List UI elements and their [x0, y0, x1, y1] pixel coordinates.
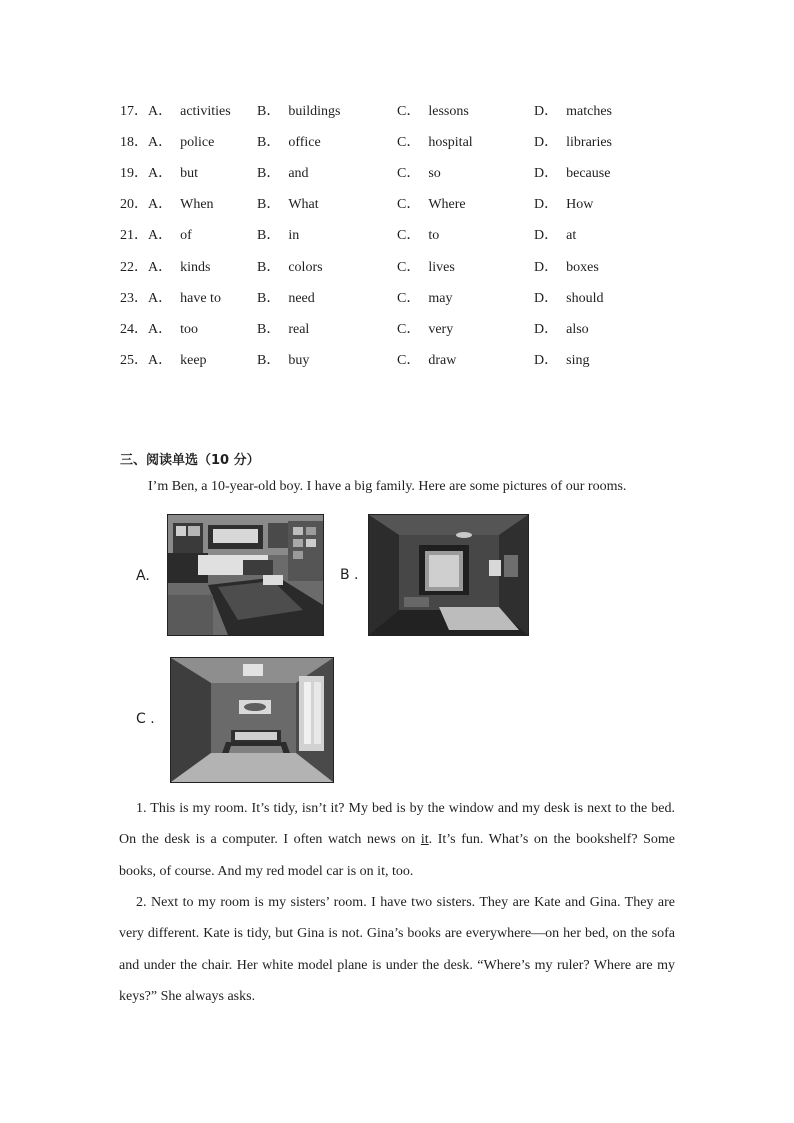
passage-1-underlined-word: it — [420, 832, 429, 848]
option-b — [257, 164, 309, 184]
option-d — [534, 133, 612, 153]
question-number: 25 — [120, 353, 134, 368]
question-number: 24 — [120, 322, 134, 337]
option-text: sing — [566, 353, 590, 368]
option-letter: B． — [257, 135, 281, 150]
passage-paragraph-2 — [119, 887, 675, 1012]
passage-paragraph-1 — [119, 793, 675, 887]
option-d — [534, 258, 599, 278]
option-d — [534, 102, 612, 122]
option-c — [397, 351, 456, 371]
option-text: matches — [566, 104, 612, 119]
option-text: lives — [428, 260, 455, 275]
option-letter: B． — [257, 260, 281, 275]
option-letter: B． — [257, 197, 281, 212]
option-letter: A． — [148, 228, 173, 243]
option-letter: C． — [397, 260, 421, 275]
option-letter: A． — [148, 135, 173, 150]
option-letter: A． — [148, 104, 173, 119]
option-letter: B． — [257, 291, 281, 306]
passage-2-text: 2. Next to my room is my sisters’ room. I have two sisters. They are Kate and Gina. They are very different. Kate is tidy, but Gina is not. Gina’s books are everywhere—on her bed, on the sofa and under the chair. Her white model plane is under the desk. “Where’s my ruler? Where are my keys?” She always asks. — [119, 895, 675, 1004]
option-text: in — [288, 228, 300, 243]
option-a: 24．A． too — [120, 320, 198, 340]
option-d — [534, 289, 603, 309]
option-text: What — [288, 197, 319, 212]
option-b — [257, 289, 315, 309]
option-letter: A． — [148, 291, 173, 306]
question-number: 17 — [120, 104, 134, 119]
option-letter: C． — [397, 353, 421, 368]
option-letter: D． — [534, 166, 559, 181]
option-letter: C． — [397, 322, 421, 337]
picture-label-a: A. — [136, 568, 150, 584]
option-text: so — [428, 166, 441, 181]
option-letter: D． — [534, 353, 559, 368]
option-b — [257, 195, 319, 215]
option-d — [534, 226, 576, 246]
option-c — [397, 226, 439, 246]
option-text: also — [566, 322, 589, 337]
option-text: lessons — [428, 104, 469, 119]
picture-label-c: C . — [136, 711, 155, 727]
option-text: police — [180, 135, 215, 150]
option-text: keep — [180, 353, 207, 368]
option-text: and — [288, 166, 309, 181]
option-letter: D． — [534, 197, 559, 212]
option-letter: C． — [397, 197, 421, 212]
question-number: 20 — [120, 197, 134, 212]
option-text: libraries — [566, 135, 612, 150]
option-text: have to — [180, 291, 221, 306]
option-text: hospital — [428, 135, 473, 150]
option-a: 19．A． but — [120, 164, 198, 184]
option-letter: D． — [534, 322, 559, 337]
option-text: kinds — [180, 260, 211, 275]
passage-1-text-before: 1. This is my room. It’s tidy, isn’t it? My bed is by the window and my desk is next to the bed. On the desk is a computer. I often watch news on — [119, 801, 675, 848]
option-letter: C． — [397, 291, 421, 306]
option-letter: D． — [534, 135, 559, 150]
option-d — [534, 351, 589, 371]
option-text: office — [288, 135, 321, 150]
passage-1-text-after: . It’s fun. What’s on the bookshelf? Some books, of course. And my red model car is on it, too. — [119, 832, 676, 879]
room-photo-c — [170, 657, 334, 783]
option-letter: C． — [397, 228, 421, 243]
picture-label-b: B . — [340, 567, 359, 583]
option-text: How — [566, 197, 594, 212]
option-c — [397, 320, 453, 340]
option-text: may — [428, 291, 453, 306]
option-letter: C． — [397, 135, 421, 150]
option-text: boxes — [566, 260, 599, 275]
option-text: draw — [428, 353, 457, 368]
option-text: at — [566, 228, 577, 243]
option-b — [257, 351, 309, 371]
option-letter: A． — [148, 353, 173, 368]
option-a: 25．A． keep — [120, 351, 207, 371]
option-letter: A． — [148, 197, 173, 212]
option-text: colors — [288, 260, 323, 275]
bedroom-image — [171, 658, 333, 782]
option-text: because — [566, 166, 611, 181]
question-number: 21 — [120, 228, 134, 243]
room-photo-a — [167, 514, 324, 636]
option-a: 21．A． of — [120, 226, 192, 246]
option-b — [257, 258, 323, 278]
option-b — [257, 226, 299, 246]
option-text: need — [288, 291, 315, 306]
option-c — [397, 258, 455, 278]
option-letter: B． — [257, 166, 281, 181]
room-photo-b — [368, 514, 529, 636]
option-text: buildings — [288, 104, 341, 119]
option-b — [257, 133, 321, 153]
option-b — [257, 320, 309, 340]
option-letter: A． — [148, 166, 173, 181]
option-text: to — [428, 228, 440, 243]
option-text: When — [180, 197, 214, 212]
option-text: very — [428, 322, 454, 337]
option-text: should — [566, 291, 604, 306]
option-text: too — [180, 322, 199, 337]
option-letter: B． — [257, 353, 281, 368]
option-text: real — [288, 322, 310, 337]
option-letter: B． — [257, 104, 281, 119]
option-c — [397, 102, 469, 122]
intro-sentence: I’m Ben, a 10-year-old boy. I have a big family. Here are some pictures of our rooms. — [148, 479, 627, 494]
option-letter: C． — [397, 166, 421, 181]
option-letter: A． — [148, 260, 173, 275]
option-text: Where — [428, 197, 466, 212]
option-c — [397, 195, 466, 215]
option-a: 17．A． activities — [120, 102, 231, 122]
option-text: activities — [180, 104, 231, 119]
option-c — [397, 289, 452, 309]
option-a: 23．A． have to — [120, 289, 221, 309]
option-text: of — [180, 228, 192, 243]
option-letter: A． — [148, 322, 173, 337]
option-a: 18．A． police — [120, 133, 214, 153]
question-number: 22 — [120, 260, 134, 275]
option-d — [534, 320, 589, 340]
option-letter: B． — [257, 322, 281, 337]
option-d — [534, 164, 610, 184]
section-title: 三、阅读单选（10 分） — [120, 453, 260, 468]
bedroom-image — [369, 515, 528, 635]
option-text: but — [180, 166, 199, 181]
option-letter: D． — [534, 228, 559, 243]
option-letter: B． — [257, 228, 281, 243]
question-number: 19 — [120, 166, 134, 181]
option-c — [397, 164, 441, 184]
option-c — [397, 133, 473, 153]
option-d — [534, 195, 593, 215]
option-a: 20．A． When — [120, 195, 214, 215]
question-number: 18 — [120, 135, 134, 150]
option-letter: D． — [534, 291, 559, 306]
option-a: 22．A． kinds — [120, 258, 210, 278]
bedroom-image — [168, 515, 323, 635]
option-letter: C． — [397, 104, 421, 119]
option-letter: D． — [534, 104, 559, 119]
question-number: 23 — [120, 291, 134, 306]
option-letter: D． — [534, 260, 559, 275]
option-text: buy — [288, 353, 310, 368]
option-b — [257, 102, 340, 122]
